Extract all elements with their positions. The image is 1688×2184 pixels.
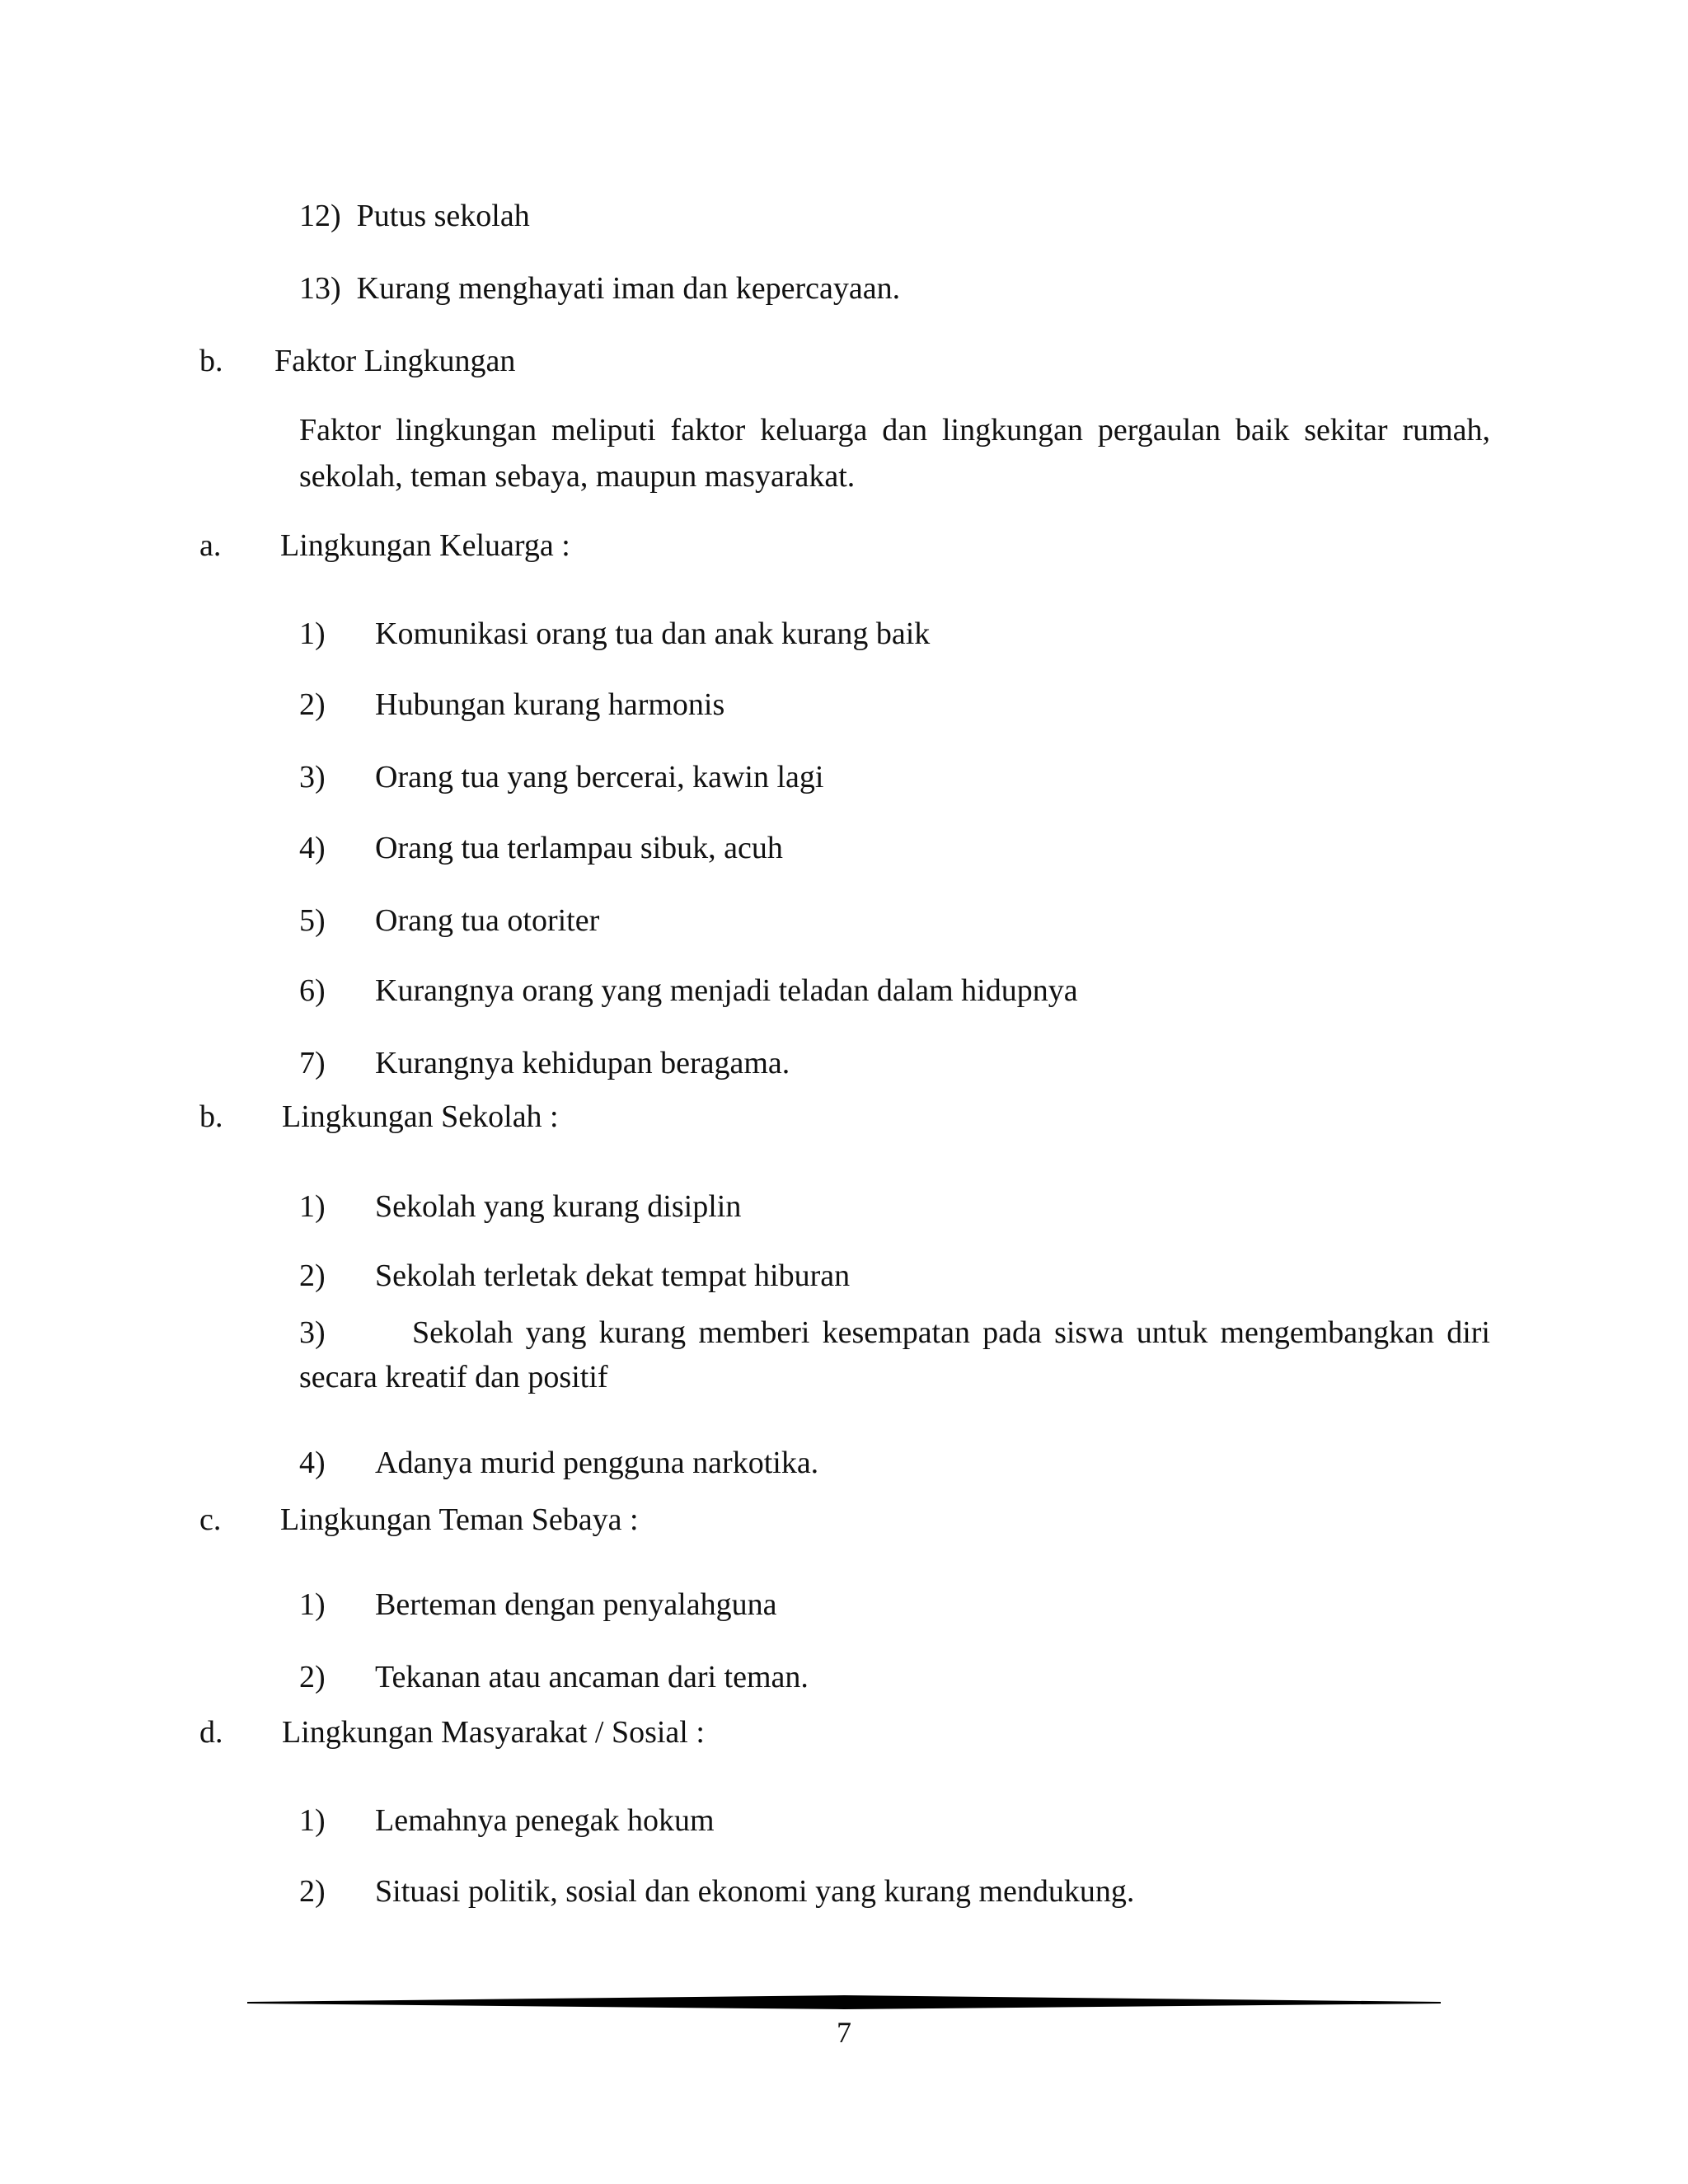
item-number: 1) [299, 1803, 326, 1838]
item-number: 4) [299, 831, 326, 865]
item-number: 5) [299, 903, 326, 938]
item-number: 2) [299, 1660, 326, 1694]
list-item [299, 200, 530, 232]
item-text: Situasi politik, sosial dan ekonomi yang kurang mendukung. [375, 1874, 1135, 1909]
item-number: 12) [299, 199, 341, 233]
item-text: Putus sekolah [356, 199, 530, 233]
item-text: Sekolah yang kurang disiplin [375, 1189, 742, 1224]
item-text: Komunikasi orang tua dan anak kurang baik [375, 616, 931, 651]
item-text: Sekolah terletak dekat tempat hiburan [375, 1258, 851, 1293]
item-text: Orang tua terlampau sibuk, acuh [375, 831, 783, 865]
section-heading: Lingkungan Masyarakat / Sosial : [282, 1715, 705, 1750]
section-label: d. [199, 1715, 223, 1750]
item-text: Berteman dengan penyalahguna [375, 1587, 777, 1622]
item-text: Hubungan kurang harmonis [375, 687, 725, 722]
paragraph-line: sekolah, teman sebaya, maupun masyarakat. [299, 459, 856, 494]
item-text: Kurang menghayati iman dan kepercayaan. [356, 271, 901, 306]
item-number: 3) [299, 760, 326, 794]
item-number: 7) [299, 1046, 326, 1080]
item-text: Lemahnya penegak hokum [375, 1803, 715, 1838]
item-number: 1) [299, 1189, 326, 1224]
item-text: Kurangnya kehidupan beragama. [375, 1046, 790, 1080]
section-label: b. [199, 1099, 223, 1134]
item-text: Orang tua otoriter [375, 903, 600, 938]
item-number: 13) [299, 271, 341, 306]
section-heading: Lingkungan Keluarga : [280, 528, 570, 563]
item-text: Orang tua yang bercerai, kawin lagi [375, 760, 824, 794]
item-number: 4) [299, 1446, 326, 1480]
item-number: 3) [299, 1315, 326, 1350]
paragraph-line: Faktor lingkungan meliputi faktor keluarga dan lingkungan pergaulan baik sekitar rumah, [299, 413, 1490, 448]
item-text: Tekanan atau ancaman dari teman. [375, 1660, 809, 1694]
item-text: Sekolah yang kurang memberi kesempatan pada siswa untuk mengembangkan diri [412, 1315, 1490, 1350]
footer-divider [247, 1994, 1441, 2011]
section-label: b. [199, 344, 223, 378]
section-heading: Lingkungan Sekolah : [282, 1099, 559, 1134]
item-text: Kurangnya orang yang menjadi teladan dalam hidupnya [375, 973, 1078, 1008]
section-heading: Lingkungan Teman Sebaya : [280, 1502, 639, 1537]
item-number: 1) [299, 616, 326, 651]
page-number: 7 [837, 2016, 851, 2049]
item-number: 2) [299, 687, 326, 722]
list-item [299, 273, 900, 304]
item-number: 1) [299, 1587, 326, 1622]
section-label: c. [199, 1502, 222, 1537]
item-number: 2) [299, 1258, 326, 1293]
item-number: 2) [299, 1874, 326, 1909]
section-heading: Faktor Lingkungan [274, 344, 516, 378]
item-number: 6) [299, 973, 326, 1008]
item-text: Adanya murid pengguna narkotika. [375, 1446, 819, 1480]
section-label: a. [199, 528, 222, 563]
item-text-continuation: secara kreatif dan positif [299, 1360, 608, 1394]
